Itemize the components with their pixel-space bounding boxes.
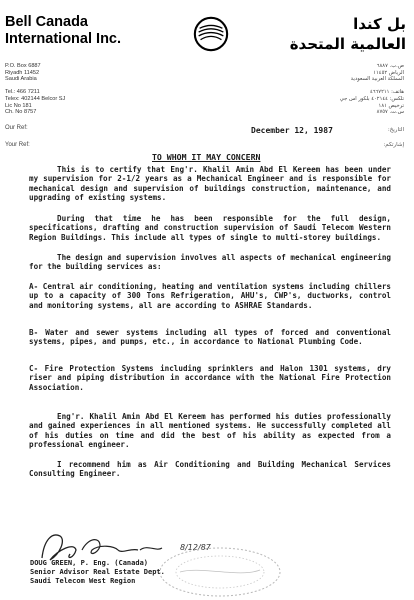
contact-line: Riyadh 11452 <box>5 69 40 76</box>
contact-spacer <box>340 83 404 90</box>
paragraph-scope-intro: The design and supervision involves all aspects of mechanical engineering for the building services as: <box>29 253 391 272</box>
company-name-line2: International Inc. <box>5 31 122 47</box>
signer-block <box>30 559 165 587</box>
paragraph-responsibilities: During that time he has been responsible for the full design, specifications, drafting and construction supervision of Saudi Telecom Western Region Buildings. This include all types of single to multi-storey buildings. <box>29 214 391 242</box>
contact-line: Telex: 402144 Belcor SJ <box>5 95 66 102</box>
contact-line-ar: هاتف: ٤٦٦٧٢١١ <box>369 89 404 96</box>
paragraph-certification: This is to certify that Eng'r. Khalil Amin Abd El Kereem has been under my supervision for 2-1/2 years as a Mechanical Engineer and is responsible for mechanical design and supervision of buildings construction, maintenance, and upgrading of existing systems. <box>29 165 391 203</box>
company-name-arabic <box>290 14 406 54</box>
contact-line-ar: المملكة العربية السعودية <box>350 76 404 83</box>
contact-line: Ch. No 8757 <box>5 109 37 116</box>
your-ref-label: Your Ref: <box>5 142 30 148</box>
company-name-arabic-line1: بل كندا <box>353 15 406 33</box>
signer-title: Senior Advisor Real Estate Dept. <box>30 568 165 577</box>
contact-line-ar: الرياض ١١٤٥٢ <box>373 69 404 76</box>
company-name-line1: Bell Canada <box>5 14 88 30</box>
paragraph-item-b: B- Water and sewer systems including all types of forced and conventional systems, pipes, and pumps, etc., in accordance to National Plumbing Code. <box>29 328 391 347</box>
date-label-arabic: التاريخ: <box>387 127 404 133</box>
contact-block-english <box>5 63 65 116</box>
contact-line-ar: س.ت. ٨٧٥٧ <box>376 109 404 116</box>
contact-line: Tel.: 466 7211 <box>5 89 40 96</box>
paragraph-item-c: C- Fire Protection Systems including sprinklers and Halon 1301 systems, dry riser and piping distribution in accordance with the National Fire Protection Association. <box>29 364 391 392</box>
official-stamp <box>150 540 300 600</box>
letter-date: December 12, 1987 <box>251 126 333 135</box>
contact-line-ar: تلكس: ٤٠٢١٤٤ بلكور اس جي <box>339 95 404 102</box>
company-logo-icon <box>192 15 230 53</box>
your-ref-label-arabic: إشارتكم: <box>383 142 404 148</box>
signer-name: DOUG GREEN, P. Eng. (Canada) <box>30 559 149 567</box>
contact-line-ar: ص.ب. ٦٨٨٧ <box>376 63 404 69</box>
contact-line: P.O. Box 6887 <box>5 63 41 69</box>
contact-block-arabic <box>340 63 404 116</box>
company-name <box>5 14 121 48</box>
letter-heading: TO WHOM IT MAY CONCERN <box>152 152 261 162</box>
paragraph-recommendation: I recommend him as Air Conditioning and Building Mechanical Services Consulting Engineer. <box>29 460 391 479</box>
paragraph-item-a: A- Central air conditioning, heating and ventilation systems including chillers up to a capacity of 300 Tons Refrigeration, AHU's, CWP's, ductworks, control and monitoring systems, all are according to ASHRAE Standards. <box>29 282 391 310</box>
contact-spacer <box>5 83 65 90</box>
contact-line: Lic No 181 <box>5 102 32 109</box>
signature-date: 8/12/87 <box>180 543 211 552</box>
signer-organization: Saudi Telecom West Region <box>30 577 136 586</box>
contact-line: Saudi Arabia <box>5 76 37 83</box>
our-ref-label: Our Ref: <box>5 125 28 131</box>
contact-line-ar: ترخيص ١٨١ <box>378 102 404 109</box>
paragraph-performance: Eng'r. Khalil Amin Abd El Kereem has performed his duties professionally and gained experiences in all mentioned systems. He successfully completed all of his duties on time and did the best of his ability as expected from a professional engineer. <box>29 412 391 450</box>
company-name-arabic-line2: العالمية المتحدة <box>289 35 406 53</box>
